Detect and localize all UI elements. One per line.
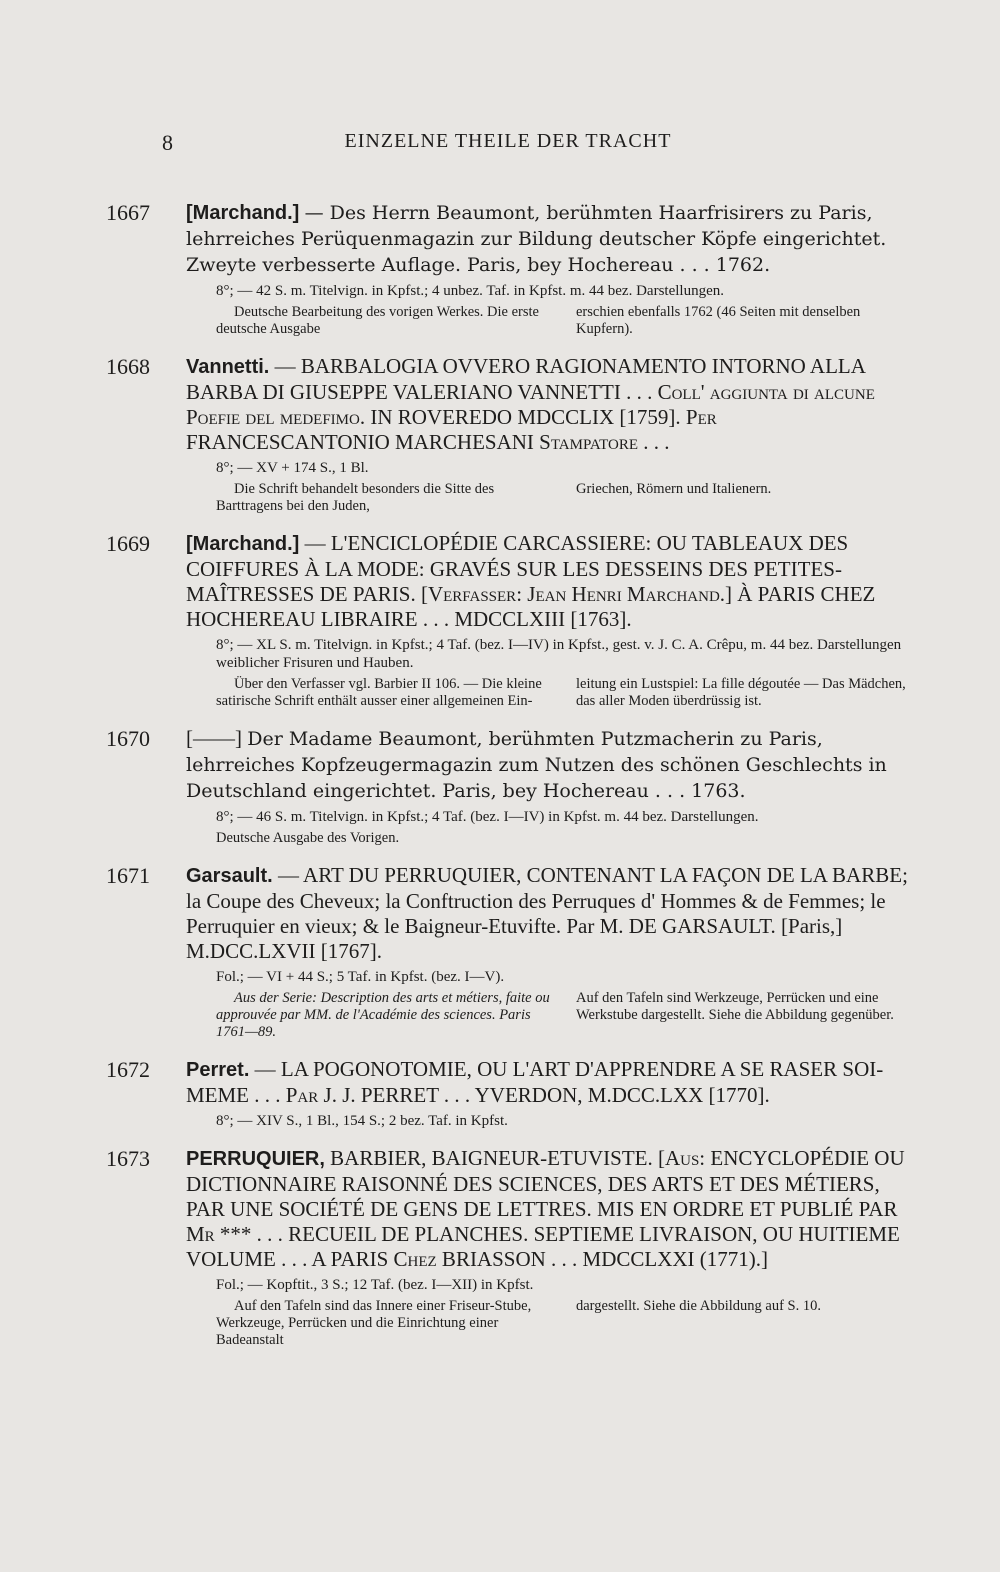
entry-heading [186, 726, 910, 804]
entry-1673 [106, 1146, 910, 1349]
entry-author: PERRUQUIER, [186, 1148, 325, 1170]
entry-heading [186, 354, 910, 455]
entry-heading [186, 1057, 910, 1108]
entry-notes [216, 990, 910, 1041]
note-right: Auf den Tafeln sind Werkzeuge, Perrücken und eine Werkstube dargestellt. Siehe die Abbildung gegenüber. [576, 990, 894, 1023]
entry-heading [186, 531, 910, 632]
entry-heading [186, 863, 910, 964]
entry-notes [216, 304, 910, 338]
entry-author: Garsault. [186, 865, 273, 887]
entry-author: Vannetti. [186, 356, 270, 378]
entry-number: 1670 [106, 726, 150, 751]
page-header [106, 130, 910, 170]
entry-notes [216, 481, 910, 515]
entry-1670 [106, 726, 910, 847]
entry-1669 [106, 531, 910, 710]
note-left: Aus der Serie: Description des arts et métiers, faite ou approuvée par MM. de l'Académie des sciences. Paris 1761—89. [216, 990, 550, 1040]
entry-notes [216, 676, 910, 710]
entry-title: Der Madame Beaumont, berühmten Putzmacherin zu Paris, lehrreiches Kopfzeugermagazin zum Nutzen des schönen Geschlechts in Deutschland eingerichtet. Paris, bey Hochereau . . . 1763. [186, 728, 887, 802]
note-left: Deutsche Bearbeitung des vorigen Werkes. Die erste deutsche Ausgabe [216, 304, 539, 337]
entry-physical: Fol.; — Kopftit., 3 S.; 12 Taf. (bez. I—XII) in Kpfst. [216, 1277, 534, 1293]
entry-title: — Des Herrn Beaumont, berühmten Haarfrisirers zu Paris, lehrreiches Perüquenmagazin zur Bildung deutscher Köpfe eingerichtet. Zweyte verbesserte Auflage. Paris, bey Hochereau . . . 1762. [186, 202, 887, 276]
entry-physical: Fol.; — VI + 44 S.; 5 Taf. in Kpfst. (bez. I—V). [216, 969, 505, 985]
entry-note: Deutsche Ausgabe des Vorigen. [216, 830, 400, 846]
note-right: erschien ebenfalls 1762 (46 Seiten mit denselben Kupfern). [576, 304, 861, 337]
page-number: 8 [162, 130, 173, 155]
entry-1668 [106, 354, 910, 515]
entry-title: — LA POGONOTOMIE, OU L'ART D'APPRENDRE A SE RASER SOI-MEME . . . Par J. J. PERRET . . . YVERDON, M.DCC.LXX [1770]. [186, 1057, 884, 1107]
entry-notes [216, 1298, 910, 1349]
entry-physical: 8°; — XIV S., 1 Bl., 154 S.; 2 bez. Taf. in Kpfst. [216, 1113, 508, 1129]
entry-physical: 8°; — 42 S. m. Titelvign. in Kpfst.; 4 unbez. Taf. in Kpfst. m. 44 bez. Darstellungen. [216, 283, 724, 299]
note-left: Über den Verfasser vgl. Barbier II 106. — Die kleine satirische Schrift enthält ausser einer allgemeinen Ein- [216, 676, 542, 709]
entry-physical: 8°; — XL S. m. Titelvign. in Kpfst.; 4 Taf. (bez. I—IV) in Kpfst., gest. v. J. C. A. Crêpu, m. 44 bez. Darstellungen weiblicher Frisuren und Hauben. [216, 637, 902, 671]
entry-author: [Marchand.] [186, 202, 300, 224]
entry-author: [Marchand.] [186, 533, 300, 555]
entry-1667 [106, 200, 910, 338]
entry-number: 1673 [106, 1146, 150, 1171]
note-right: dargestellt. Siehe die Abbildung auf S. 10. [576, 1298, 821, 1314]
entry-number: 1672 [106, 1057, 150, 1082]
page-title: EINZELNE THEILE DER TRACHT [344, 130, 672, 152]
entry-physical: 8°; — XV + 174 S., 1 Bl. [216, 460, 369, 476]
note-left: Auf den Tafeln sind das Innere einer Friseur-Stube, Werkzeuge, Perrücken und die Einrichtung einer Badeanstalt [216, 1298, 532, 1348]
entry-physical: 8°; — 46 S. m. Titelvign. in Kpfst.; 4 Taf. (bez. I—IV) in Kpfst. m. 44 bez. Darstellungen. [216, 809, 759, 825]
entry-heading [186, 1146, 910, 1272]
entry-author: Perret. [186, 1059, 250, 1081]
entry-number: 1668 [106, 354, 150, 379]
entry-1672 [106, 1057, 910, 1130]
entry-author: [——] [186, 726, 242, 750]
entry-number: 1671 [106, 863, 150, 888]
entry-1671 [106, 863, 910, 1041]
entry-title: BARBIER, BAIGNEUR-ETUVISTE. [Aus: ENCYCLOPÉDIE OU DICTIONNAIRE RAISONNÉ DES SCIENCES, DES ARTS ET DES MÉTIERS, PAR UNE SOCIÉTÉ DE GENS DE LETTRES. MIS EN ORDRE ET PUBLIÉ PAR Mr *** . . . RECUEIL DE PLANCHES. SEPTIEME LIVRAISON, OU HUITIEME VOLUME . . . A PARIS Chez BRIASSON . . . MDCCLXXI (1771).] [186, 1146, 905, 1271]
entry-title: — BARBALOGIA OVVERO RAGIONAMENTO INTORNO ALLA BARBA DI GIUSEPPE VALERIANO VANNETTI . . . Coll' aggiunta di alcune Poefie del medefimo. IN ROVEREDO MDCCLIX [1759]. Per FRANCESCANTONIO MARCHESANI Stampatore . . . [186, 354, 875, 454]
entry-title: — ART DU PERRUQUIER, CONTENANT LA FAÇON DE LA BARBE; la Coupe des Cheveux; la Conftruction des Perruques d' Hommes & de Femmes; le Perruquier en vieux; & le Baigneur-Etuvifte. Par M. DE GARSAULT. [Paris,] M.DCC.LXVII [1767]. [186, 863, 908, 963]
entry-title: — L'ENCICLOPÉDIE CARCASSIERE: OU TABLEAUX DES COIFFURES À LA MODE: GRAVÉS SUR LES DESSEINS DES PETITES-MAÎTRESSES DE PARIS. [Verfasser: Jean Henri Marchand.] À PARIS CHEZ HOCHEREAU LIBRAIRE . . . MDCCLXIII [1763]. [186, 531, 876, 631]
entry-heading [186, 200, 910, 278]
note-right: leitung ein Lustspiel: La fille dégoutée — Das Mädchen, das aller Moden überdrüssig ist. [576, 676, 906, 709]
entry-number: 1667 [106, 200, 150, 225]
entry-number: 1669 [106, 531, 150, 556]
note-right: Griechen, Römern und Italienern. [576, 481, 772, 497]
note-left: Die Schrift behandelt besonders die Sitte des Barttragens bei den Juden, [216, 481, 495, 514]
